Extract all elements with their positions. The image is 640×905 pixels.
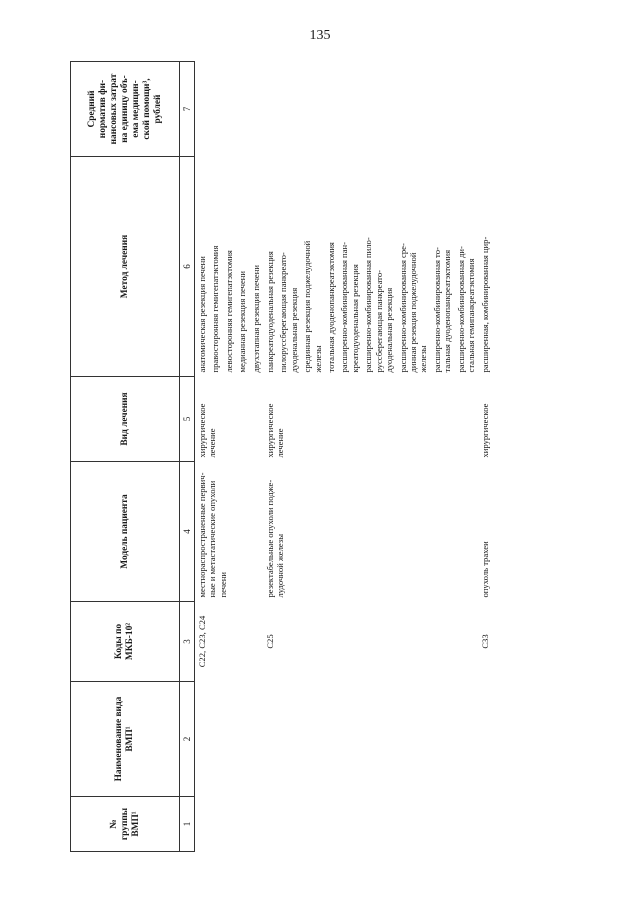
column-number: 3 [180,602,195,682]
method-line: расширенно-комбинированная то- [431,247,442,373]
cell-treatment-methods [195,157,264,377]
cell-treatment-type: хирургическое лечение [197,403,218,458]
header-group-number: № группы ВМП¹ [71,797,180,852]
cell-treatment-methods [478,157,492,377]
header-treatment-method: Метод лечения [71,157,180,377]
header-cost-standard: Средний норматив фи- нансовых затрат на единицу объ- ема медицин- ской помощи³, рублей [71,62,180,157]
header-vmp-name: Наименование вида ВМП¹ [71,682,180,797]
cell-group-number [478,797,492,852]
method-line: левосторонняя гемигепатэктомия [223,250,234,373]
method-line: двухэтапная резекция печени [250,265,261,373]
column-number: 4 [180,462,195,602]
cell-treatment-methods [263,157,478,377]
table-row [195,62,264,852]
column-number: 1 [180,797,195,852]
column-number: 7 [180,62,195,157]
method-line: панкреатодуоденальная резекция [265,251,276,373]
cell-icd-codes: C22, C23, C24 [197,615,207,668]
method-line: дуоденальная резекция [288,287,299,373]
cell-patient-model: местнораспространенные первич- ные и метастатические опухоли печени [197,472,228,598]
method-line: медианная резекция печени [237,271,248,373]
cell-patient-model: опухоль трахеи [480,541,491,598]
cell-vmp-name [478,682,492,797]
method-line: тальная дуоденопанкреатэктомия [442,249,453,373]
method-line: железы [418,345,429,373]
cell-cost [195,62,264,157]
method-line: расширенно-комбинированная пило- [363,237,374,373]
cell-group-number [195,797,264,852]
method-line: пилоруссберегающая панкреато- [278,252,289,373]
cell-vmp-name [263,682,478,797]
cell-treatment-type: хирургическое [480,403,491,458]
header-icd-codes: Коды по МКБ-10² [71,602,180,682]
header-patient-model: Модель пациента [71,462,180,602]
cell-icd-codes: C33 [480,634,491,649]
method-line: руссберегающая панкреато- [373,270,384,373]
vmp-table [70,61,493,852]
cell-cost [263,62,478,157]
column-number: 6 [180,157,195,377]
method-line: железы [312,345,323,373]
method-line: динная резекция поджелудочной [407,252,418,373]
method-line: стальная гемипанкреатэктомия [465,258,476,373]
method-line: расширенно-комбинированная ди- [455,246,466,373]
column-number: 2 [180,682,195,797]
cell-patient-model: резектабельные опухоли подже- лудочной железы [265,479,286,598]
header-row [71,62,180,852]
cell-icd-codes: C25 [265,634,276,649]
method-line: дуоденальная резекция [384,287,395,373]
method-line: креатодуоденальная резекция [349,264,360,373]
method-line: расширенно-комбинированная пан- [339,242,350,373]
cell-cost [478,62,492,157]
column-number: 5 [180,377,195,462]
column-number-row [180,62,195,852]
cell-vmp-name [195,682,264,797]
rotated-table-page [70,42,590,852]
table-row [478,62,492,852]
table-row [263,62,478,852]
method-line: расширенно-комбинированная сре- [397,243,408,373]
cell-group-number [263,797,478,852]
method-line: срединная резекция поджелудочной [302,240,313,373]
cell-treatment-type: хирургическое лечение [265,403,286,458]
method-line: анатомическая резекция печени [197,256,207,373]
method-line: расширенная, комбинированная цир- [480,236,491,373]
method-line: тотальная дуоденопанкреатэктомия [326,242,337,373]
method-line: правосторонняя гемигепатэктомия [210,245,221,373]
page-number: 135 [309,28,331,43]
header-treatment-type: Вид лечения [71,377,180,462]
